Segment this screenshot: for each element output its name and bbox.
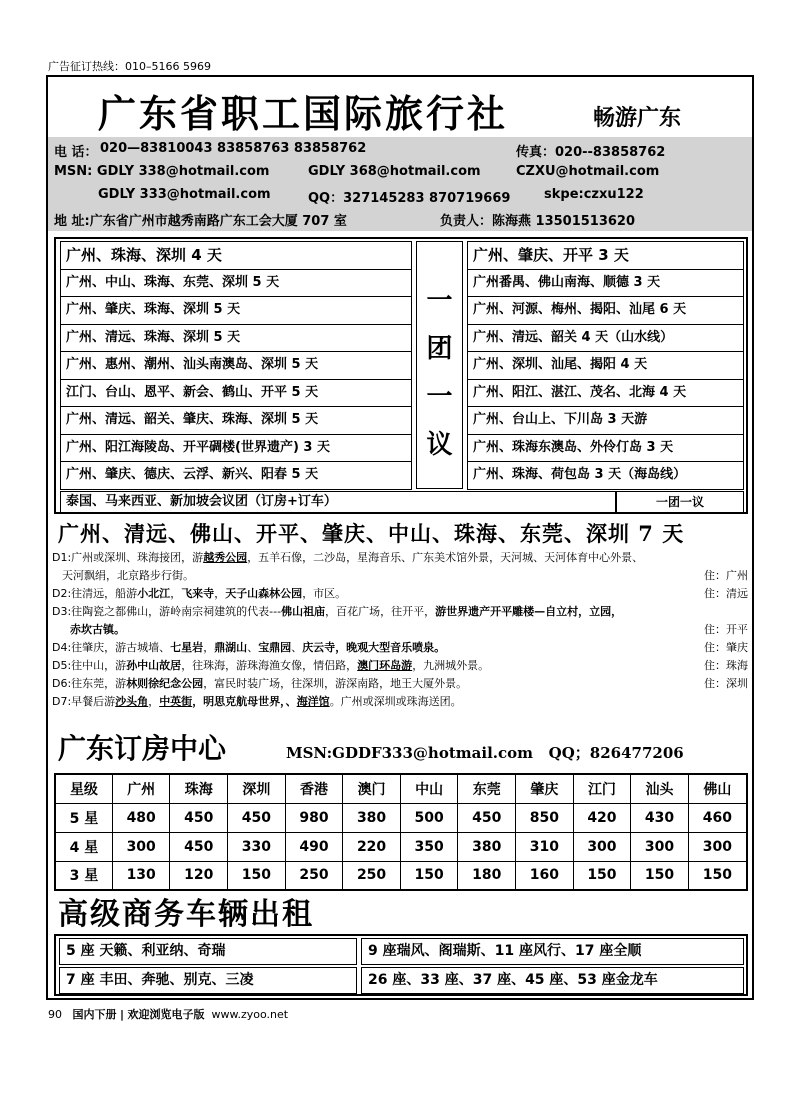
itinerary-text: D4:往肇庆，游古城墙、 <box>52 641 171 654</box>
itinerary-highlight: 中英街 <box>159 695 193 708</box>
route-item: 江门、台山、恩平、新会、鹤山、开平 5 天 <box>60 379 412 407</box>
table-header-cell: 星级 <box>55 774 112 803</box>
hotel-qq: QQ；826477206 <box>548 744 684 762</box>
itinerary-highlight: 庆云寺 <box>302 641 336 654</box>
table-cell: 380 <box>458 832 516 861</box>
route-list <box>54 237 748 514</box>
itinerary-text: D5:往中山，游 <box>52 659 127 672</box>
tour-itinerary <box>52 549 752 711</box>
itinerary-day-2 <box>52 585 752 603</box>
table-header-cell: 中山 <box>400 774 458 803</box>
itinerary-text: 、 <box>291 641 303 654</box>
car-rental-item: 7 座 丰田、奔驰、别克、三凌 <box>59 967 357 994</box>
itinerary-text: ，往珠海，游珠海渔女像，情侣路， <box>181 659 358 672</box>
car-rental-list <box>54 934 748 996</box>
table-cell: 480 <box>112 803 170 832</box>
route-item: 广州、清远、珠海、深圳 5 天 <box>60 324 412 352</box>
fax-number: 传真：020--83858762 <box>516 145 666 160</box>
one-group-one-quote-label <box>416 241 463 489</box>
advertisement-page <box>46 75 754 1000</box>
route-item: 广州、阳江、湛江、茂名、北海 4 天 <box>467 379 744 407</box>
table-cell: 300 <box>573 832 631 861</box>
itinerary-text: ， <box>214 587 226 600</box>
table-cell: 330 <box>228 832 286 861</box>
route-item: 广州、河源、梅州、揭阳、汕尾 6 天 <box>467 296 744 324</box>
table-cell: 150 <box>631 861 689 890</box>
table-cell: 850 <box>516 803 574 832</box>
table-header-cell: 东莞 <box>458 774 516 803</box>
agency-slogan: 畅游广东 <box>593 105 682 131</box>
stay-city: 住：深圳 <box>704 677 748 690</box>
table-cell: 120 <box>170 861 228 890</box>
table-cell: 490 <box>285 832 343 861</box>
itinerary-day-7 <box>52 693 752 711</box>
stay-city: 住：广州 <box>704 569 748 582</box>
table-header-cell: 江门 <box>573 774 631 803</box>
table-cell: 150 <box>228 861 286 890</box>
footer-divider: | <box>120 1008 125 1021</box>
car-rental-item: 26 座、33 座、37 座、45 座、53 座金龙车 <box>361 967 744 994</box>
table-cell: 450 <box>228 803 286 832</box>
center-char: 一 <box>426 286 453 316</box>
center-char: 议 <box>426 430 453 460</box>
qq-numbers: QQ：327145283 870719669 <box>308 191 511 206</box>
table-header-cell: 广州 <box>112 774 170 803</box>
itinerary-text: D1:广州或深圳、珠海接团，游 <box>52 551 204 564</box>
table-cell: 130 <box>112 861 170 890</box>
routes-left-column <box>60 241 412 490</box>
itinerary-text: ，富民时装广场，往深圳，游深南路，地王大厦外景。 <box>203 677 468 690</box>
table-cell: 420 <box>573 803 631 832</box>
route-item: 广州、中山、珠海、东莞、深圳 5 天 <box>60 269 412 297</box>
table-cell: 3 星 <box>55 861 112 890</box>
table-cell: 4 星 <box>55 832 112 861</box>
table-header-cell: 肇庆 <box>516 774 574 803</box>
itinerary-text: D2:往清远，船游 <box>52 587 138 600</box>
route-item: 广州、珠海、深圳 4 天 <box>60 241 412 269</box>
table-cell: 450 <box>170 832 228 861</box>
table-cell: 460 <box>688 803 747 832</box>
itinerary-day-3-cont <box>52 621 752 639</box>
ad-hotline: 广告征订热线：010–5166 5969 <box>48 60 211 73</box>
itinerary-text: 天河飘绢，北京路步行街。 <box>62 569 194 582</box>
table-header-cell: 汕头 <box>631 774 689 803</box>
stay-city: 住：肇庆 <box>704 641 748 654</box>
route-item: 广州、肇庆、德庆、云浮、新兴、阳春 5 天 <box>60 461 412 489</box>
office-address: 地 址:广东省广州市越秀南路广东工会大厦 707 室 <box>54 214 347 229</box>
route-item: 广州、深圳、汕尾、揭阳 4 天 <box>467 351 744 379</box>
table-header-cell: 香港 <box>285 774 343 803</box>
skype-id: skpe:czxu122 <box>544 187 644 202</box>
center-char: 一 <box>426 382 453 412</box>
table-cell: 350 <box>400 832 458 861</box>
table-cell: 980 <box>285 803 343 832</box>
table-cell: 310 <box>516 832 574 861</box>
itinerary-day-5 <box>52 657 752 675</box>
route-item: 广州、惠州、潮州、汕头南澳岛、深圳 5 天 <box>60 351 412 379</box>
msn-address-1: MSN: GDLY 338@hotmail.com <box>54 164 270 179</box>
stay-city: 住：珠海 <box>704 659 748 672</box>
agency-title: 广东省职工国际旅行社 <box>98 91 509 136</box>
table-cell: 180 <box>458 861 516 890</box>
msn-address-4: GDLY 333@hotmail.com <box>98 187 271 202</box>
table-cell: 220 <box>343 832 401 861</box>
itinerary-highlight: 天子山森林公园 <box>225 587 303 600</box>
hotel-msn: MSN:GDDF333@hotmail.com <box>286 744 533 762</box>
page-number: 90 <box>48 1008 62 1021</box>
itinerary-text: 。广州或深圳或珠海送团。 <box>329 695 462 708</box>
itinerary-highlight: 鼎湖山 <box>214 641 248 654</box>
table-header-cell: 珠海 <box>170 774 228 803</box>
table-header-row <box>55 774 747 803</box>
international-route-tag: 一团一议 <box>616 491 744 513</box>
table-cell: 150 <box>573 861 631 890</box>
route-item: 广州、台山上、下川岛 3 天游 <box>467 406 744 434</box>
international-route: 泰国、马来西亚、新加坡会议团（订房+订车） <box>60 491 616 513</box>
table-cell: 300 <box>688 832 747 861</box>
table-header-cell: 澳门 <box>343 774 401 803</box>
table-cell: 160 <box>516 861 574 890</box>
itinerary-day-1-cont <box>52 567 752 585</box>
route-item: 广州、珠海、荷包岛 3 天（海岛线） <box>467 461 744 489</box>
route-item: 广州番禺、佛山南海、顺德 3 天 <box>467 269 744 297</box>
route-item: 广州、清远、韶关 4 天（山水线） <box>467 324 744 352</box>
manager-contact: 负责人：陈海燕 13501513620 <box>440 214 636 229</box>
table-cell: 300 <box>112 832 170 861</box>
table-row <box>55 803 747 832</box>
itinerary-text: D3:往陶瓷之都佛山，游岭南宗祠建筑的代表--- <box>52 605 282 618</box>
car-rental-item: 9 座瑞风、阁瑞斯、11 座风行、17 座全顺 <box>361 938 744 965</box>
table-cell: 450 <box>458 803 516 832</box>
itinerary-day-3 <box>52 603 752 621</box>
page-footer <box>48 1006 288 1022</box>
stay-city: 住：开平 <box>704 623 748 636</box>
msn-address-3: CZXU@hotmail.com <box>516 164 660 179</box>
itinerary-day-6 <box>52 675 752 693</box>
itinerary-text: D6:往东莞，游 <box>52 677 127 690</box>
itinerary-highlight: 七星岩 <box>170 641 204 654</box>
itinerary-highlight: 海洋馆 <box>296 695 330 708</box>
section-name: 国内下册 <box>72 1008 117 1021</box>
itinerary-highlight: 孙中山故居 <box>126 659 182 672</box>
itinerary-highlight: 沙头角 <box>115 695 149 708</box>
itinerary-highlight: 林则徐纪念公园 <box>126 677 204 690</box>
table-cell: 150 <box>400 861 458 890</box>
itinerary-highlight: 澳门环岛游 <box>357 659 413 672</box>
table-row <box>55 861 747 890</box>
table-cell: 300 <box>631 832 689 861</box>
table-cell: 150 <box>688 861 747 890</box>
itinerary-highlight: ，晚观大型音乐喷泉。 <box>335 641 446 654</box>
itinerary-highlight: 宝鼎园 <box>258 641 292 654</box>
table-cell: 430 <box>631 803 689 832</box>
stay-city: 住：清远 <box>704 587 748 600</box>
itinerary-highlight: 游世界遗产开平雕楼—自立村，立园， <box>435 605 623 618</box>
car-rental-item: 5 座 天籁、利亚纳、奇瑞 <box>59 938 357 965</box>
table-cell: 380 <box>343 803 401 832</box>
table-header-cell: 佛山 <box>688 774 747 803</box>
route-item: 广州、肇庆、开平 3 天 <box>467 241 744 269</box>
hotel-booking-title: 广东订房中心 <box>58 732 227 765</box>
route-item: 广州、阳江海陵岛、开平碉楼(世界遗产) 3 天 <box>60 434 412 462</box>
center-char: 团 <box>426 334 453 364</box>
itinerary-text: ， <box>170 587 182 600</box>
itinerary-highlight: 赤坎古镇。 <box>70 623 125 636</box>
itinerary-highlight: 小北江 <box>137 587 171 600</box>
seven-day-tour-title: 广州、清远、佛山、开平、肇庆、中山、珠海、东莞、深圳 7 天 <box>58 521 685 546</box>
table-cell: 500 <box>400 803 458 832</box>
itinerary-highlight: 佛山祖庙 <box>281 605 326 618</box>
itinerary-highlight: 越秀公园 <box>203 551 248 564</box>
itinerary-highlight: 飞来寺 <box>181 587 215 600</box>
route-item: 广州、清远、韶关、肇庆、珠海、深圳 5 天 <box>60 406 412 434</box>
footer-url: www.zyoo.net <box>211 1008 289 1021</box>
table-header-cell: 深圳 <box>228 774 286 803</box>
itinerary-text: ， <box>148 695 160 708</box>
car-rental-title: 高级商务车辆出租 <box>58 897 314 932</box>
tel-numbers: 020—83810043 83858763 83858762 <box>100 141 367 156</box>
itinerary-text: 、 <box>247 641 259 654</box>
table-cell: 5 星 <box>55 803 112 832</box>
itinerary-day-4 <box>52 639 752 657</box>
itinerary-text: ，九洲城外景。 <box>412 659 490 672</box>
contact-block <box>48 137 752 231</box>
table-cell: 250 <box>285 861 343 890</box>
itinerary-text: ，五羊石像，二沙岛，星海音乐、广东美术馆外景，天河城、天河体育中心外景、 <box>247 551 644 564</box>
msn-address-2: GDLY 368@hotmail.com <box>308 164 481 179</box>
itinerary-text: ， <box>203 641 215 654</box>
tel-label: 电 话： <box>54 145 98 160</box>
itinerary-text: D7:早餐后游 <box>52 695 116 708</box>
itinerary-day-1 <box>52 549 752 567</box>
route-item: 广州、珠海东澳岛、外伶仃岛 3 天 <box>467 434 744 462</box>
table-row <box>55 832 747 861</box>
routes-right-column <box>467 241 744 490</box>
table-cell: 250 <box>343 861 401 890</box>
itinerary-text: ，百花广场，往开平， <box>325 605 436 618</box>
hotel-price-table <box>54 773 748 891</box>
hotel-booking-contact <box>286 742 684 763</box>
table-cell: 450 <box>170 803 228 832</box>
itinerary-highlight: ，明思克航母世界，、 <box>192 695 297 708</box>
route-item: 广州、肇庆、珠海、深圳 5 天 <box>60 296 412 324</box>
footer-note: 欢迎浏览电子版 <box>127 1008 205 1021</box>
itinerary-text: ，市区。 <box>302 587 347 600</box>
